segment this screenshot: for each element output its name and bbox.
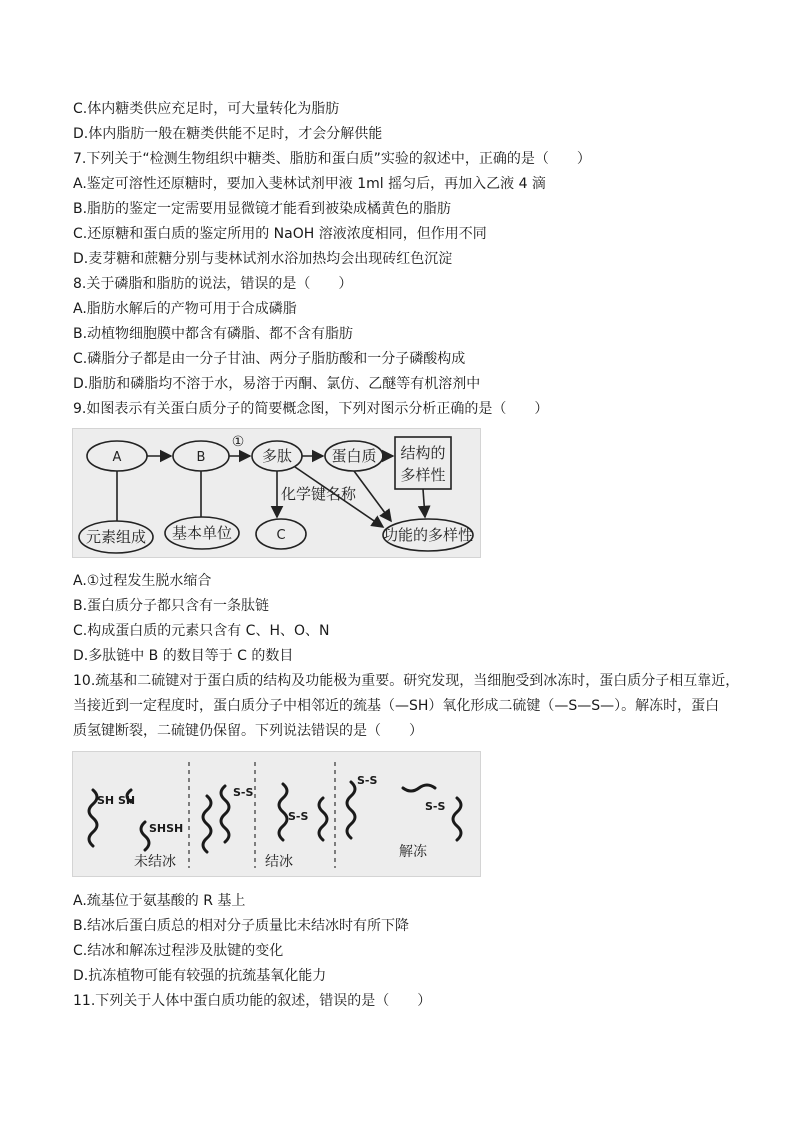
question-9: 9.如图表示有关蛋白质分子的简要概念图，下列对图示分析正确的是（ ）: [73, 401, 549, 417]
protein-concept-map: [72, 428, 481, 558]
option-9d: D.多肽链中 B 的数目等于 C 的数目: [73, 648, 294, 664]
label-elements: 元素组成: [85, 528, 147, 546]
label-frozen: 结冰: [265, 854, 293, 870]
chain: [89, 790, 97, 846]
label-protein: 蛋白质: [331, 447, 377, 465]
text-line: C.体内糖类供应充足时，可大量转化为脂肪: [73, 101, 340, 117]
chain: [279, 784, 287, 840]
question-10-line2: 当接近到一定程度时，蛋白质分子中相邻近的巯基（—SH）氧化形成二硫键（—S—S—）。解冻时，蛋白: [73, 698, 720, 714]
option-7c: C.还原糖和蛋白质的鉴定所用的 NaOH 溶液浓度相同，但作用不同: [73, 226, 487, 242]
question-7: 7.下列关于“检测生物组织中糖类、脂肪和蛋白质”实验的叙述中，正确的是（ ）: [73, 151, 591, 167]
label-b: B: [196, 450, 206, 465]
disulfide-3: S-S: [357, 774, 378, 787]
label-function: 功能的多样性: [382, 526, 474, 544]
disulfide-2: S-S: [288, 810, 309, 823]
chain: [203, 796, 211, 852]
question-10-line3: 质氢键断裂，二硫键仍保留。下列说法错误的是（ ）: [73, 723, 423, 739]
bond-name-label: 化学键名称: [281, 485, 357, 503]
chain: [319, 798, 327, 840]
option-9c: C.构成蛋白质的元素只含有 C、H、O、N: [73, 623, 330, 639]
chain: [403, 785, 435, 791]
question-8: 8.关于磷脂和脂肪的说法，错误的是（ ）: [73, 276, 353, 292]
step-marker: ①: [231, 434, 245, 450]
option-7b: B.脂肪的鉴定一定需要用显微镜才能看到被染成橘黄色的脂肪: [73, 201, 452, 217]
chain: [453, 798, 461, 840]
text-line: D.体内脂肪一般在糖类供能不足时，才会分解供能: [73, 126, 383, 142]
chain: [221, 786, 229, 842]
label-a: A: [112, 450, 122, 465]
label-peptide: 多肽: [261, 447, 293, 465]
option-9a: A.①过程发生脱水缩合: [73, 573, 212, 589]
option-8c: C.磷脂分子都是由一分子甘油、两分子脂肪酸和一分子磷酸构成: [73, 351, 466, 367]
label-structure-2: 多样性: [400, 466, 446, 484]
label-unfrozen: 未结冰: [134, 854, 176, 870]
option-10b: B.结冰后蛋白质总的相对分子质量比未结冰时有所下降: [73, 918, 410, 934]
label-structure-1: 结构的: [400, 444, 446, 462]
option-7a: A.鉴定可溶性还原糖时，要加入斐林试剂甲液 1ml 摇匀后，再加入乙液 4 滴: [73, 176, 546, 192]
option-8b: B.动植物细胞膜中都含有磷脂、都不含有脂肪: [73, 326, 354, 342]
label-unit: 基本单位: [171, 524, 233, 542]
question-10-line1: 10.巯基和二硫键对于蛋白质的结构及功能极为重要。研究发现，当细胞受到冰冻时，蛋白质分子相互靠近，: [73, 673, 740, 689]
option-10d: D.抗冻植物可能有较强的抗巯基氧化能力: [73, 968, 327, 984]
freezing-diagram: [72, 751, 481, 877]
label-thawed: 解冻: [399, 844, 427, 860]
option-10c: C.结冰和解冻过程涉及肽键的变化: [73, 943, 284, 959]
chain: [347, 782, 355, 838]
sh-group-bottom: SHSH: [149, 822, 184, 835]
sh-group-top: SH SH: [97, 794, 136, 807]
question-11: 11.下列关于人体中蛋白质功能的叙述，错误的是（ ）: [73, 993, 432, 1009]
option-7d: D.麦芽糖和蔗糖分别与斐林试剂水浴加热均会出现砖红色沉淀: [73, 251, 453, 267]
option-10a: A.巯基位于氨基酸的 R 基上: [73, 893, 246, 909]
disulfide-4: S-S: [425, 800, 446, 813]
label-c: C: [276, 528, 286, 543]
option-8d: D.脂肪和磷脂均不溶于水，易溶于丙酮、氯仿、乙醚等有机溶剂中: [73, 376, 481, 392]
chain: [141, 822, 149, 850]
option-9b: B.蛋白质分子都只含有一条肽链: [73, 598, 270, 614]
disulfide-1: S-S: [233, 786, 254, 799]
option-8a: A.脂肪水解后的产物可用于合成磷脂: [73, 301, 297, 317]
